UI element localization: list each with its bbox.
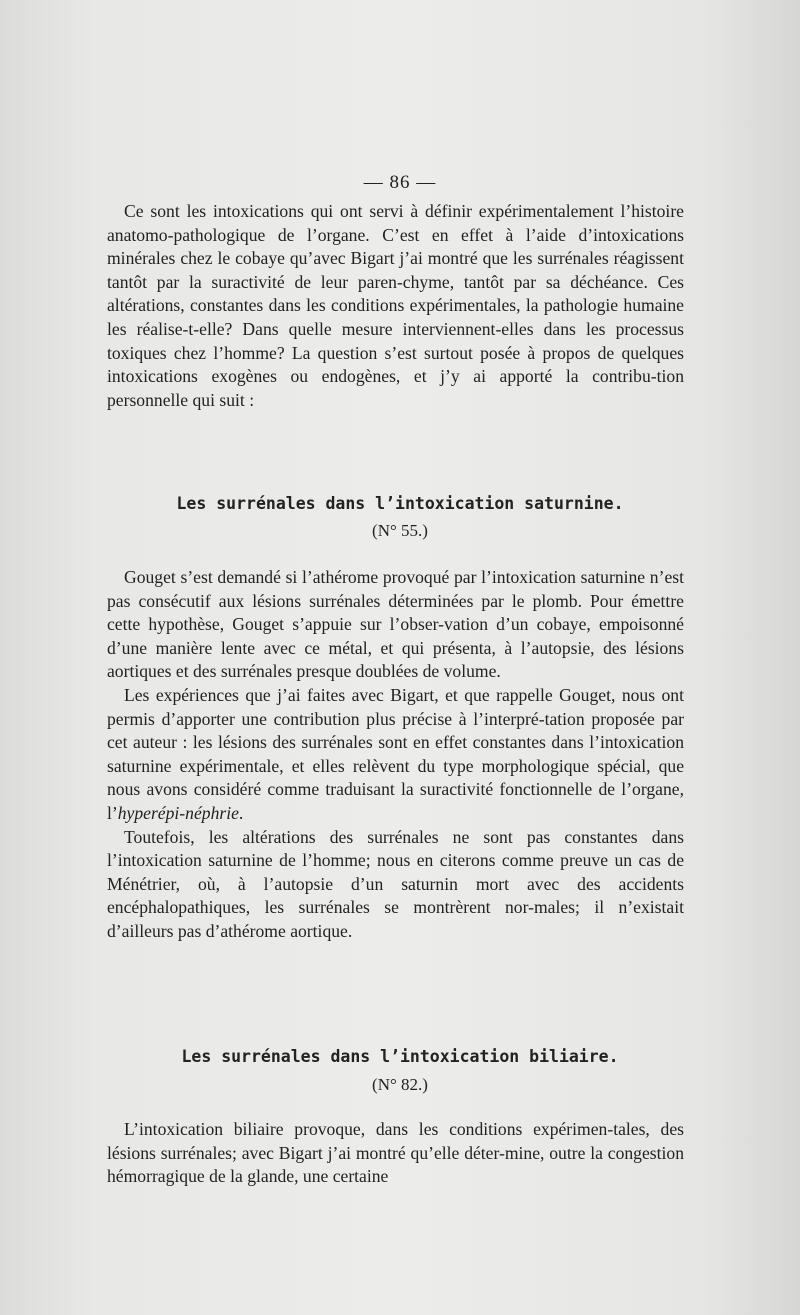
biliaire-paragraph-1: L’intoxication biliaire provoque, dans les conditions expérimen-tales, des lésions surrénales; avec Bigart j’ai montré qu’elle déter-mine, outre la congestion hémorragique de la glande, une certaine (107, 1119, 684, 1187)
saturnine-paragraph-3: Toutefois, les altérations des surrénales ne sont pas constantes dans l’intoxication saturnine de l’homme; nous en citerons comme preuve un cas de Ménétrier, où, à l’autopsie d’un saturnin mort avec des accidents encéphalopathiques, les surrénales se montrèrent nor-males; il n’existait d’ailleurs pas d’athérome aortique. (107, 826, 684, 941)
section-heading-biliaire: Les surrénales dans l’intoxication biliaire. (181, 1047, 619, 1066)
section-heading-saturnine: Les surrénales dans l’intoxication saturnine. (176, 494, 624, 513)
page-number: — 86 — (363, 172, 437, 193)
saturnine-paragraph-2-end: . (238, 802, 244, 823)
saturnine-paragraph-2 (107, 684, 684, 826)
saturnine-paragraph-2-term: hyperépi-néphrie (117, 802, 239, 823)
biliaire-text-block (107, 1118, 684, 1189)
saturnine-paragraph-1: Gouget s’est demandé si l’athérome provoqué par l’intoxication saturnine n’est pas consécutif aux lésions surrénales déterminées par le plomb. Pour émettre cette hypothèse, Gouget s’appuie sur l’obser-vation d’un cobaye, empoisonné d’une manière lente avec ce métal, et qui présenta, à l’autopsie, des lésions aortiques et des surrénales presque doublées de volume. (107, 567, 684, 682)
saturnine-paragraph-2-text: Les expériences que j’ai faites avec Bigart, et que rappelle Gouget, nous ont permis d’apporter une contribution plus précise à l’interpré-tation proposée par cet auteur : les lésions des surrénales sont en effet constantes dans l’intoxication saturnine expérimentale, et elles relèvent du type morphologique spécial, que nous avons considéré comme traduisant la suractivité fonctionnelle de l’organe, l’ (107, 684, 684, 823)
intro-text-block (107, 200, 684, 412)
intro-paragraph: Ce sont les intoxications qui ont servi à définir expérimentalement l’histoire anatomo-pathologique de l’organe. C’est en effet à l’aide d’intoxications minérales chez le cobaye qu’avec Bigart j’ai montré que les surrénales réagissent tantôt par la suractivité de leur paren-chyme, tantôt par sa déchéance. Ces altérations, constantes dans les conditions expérimentales, la pathologie humaine les réalise-t-elle? Dans quelle mesure interviennent-elles dans les processus toxiques chez l’homme? La question s’est surtout posée à propos de quelques intoxications exogènes ou endogènes, et j’y ai apporté la contribu-tion personnelle qui suit : (107, 201, 684, 410)
saturnine-text-block (107, 566, 684, 944)
reference-number-82: (N° 82.) (372, 1075, 428, 1094)
reference-number-55: (N° 55.) (372, 521, 428, 540)
